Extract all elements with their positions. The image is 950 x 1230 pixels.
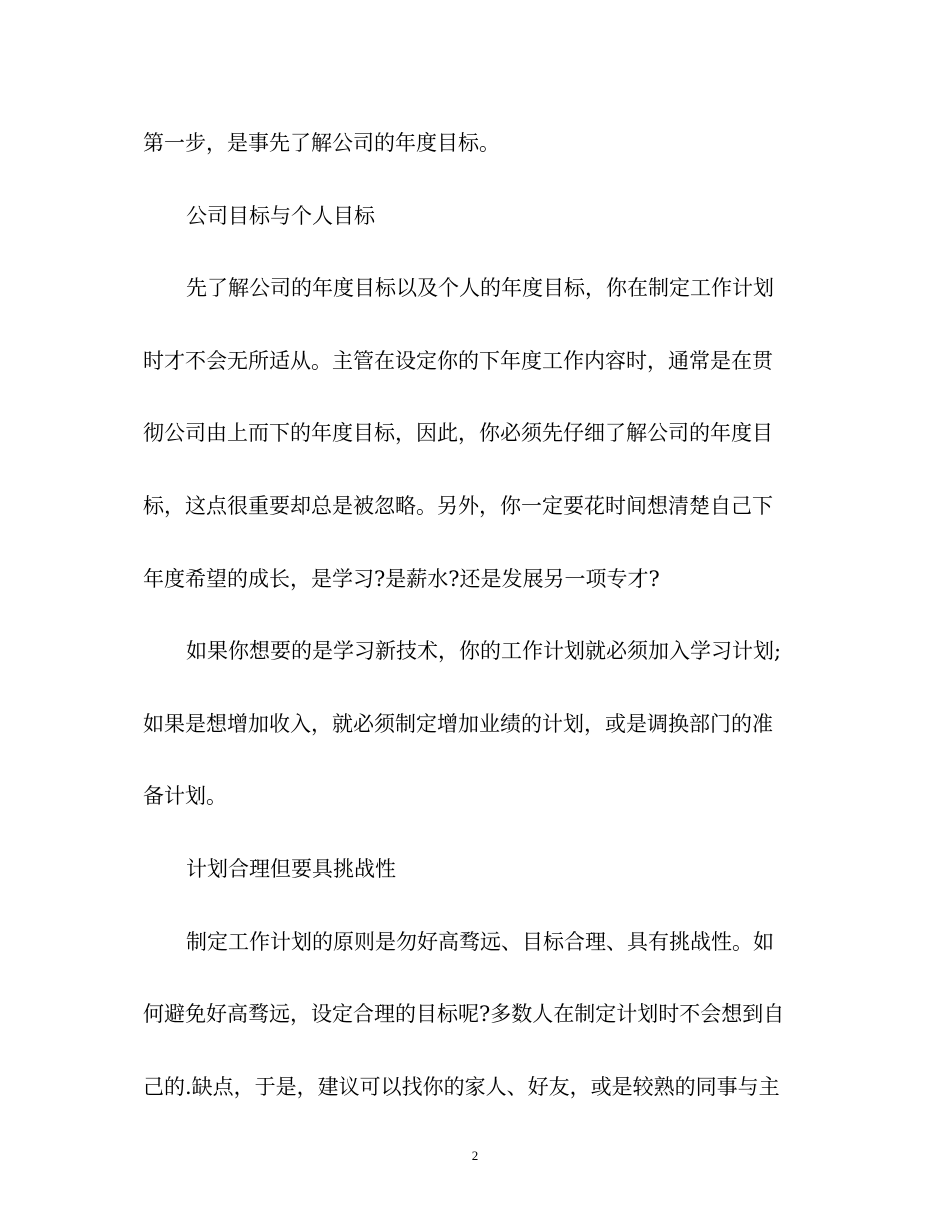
text-line: 标，这点很重要却总是被忽略。另外，你一定要花时间想清楚自己下 (143, 493, 773, 518)
text-line: 第一步，是事先了解公司的年度目标。 (143, 131, 500, 155)
text-line: 如果是想增加收入，就必须制定增加业绩的计划，或是调换部门的准 (143, 711, 773, 736)
text-line: 彻公司由上而下的年度目标，因此，你必须先仔细了解公司的年度目 (143, 421, 773, 446)
paragraph-first-line: 如果你想要的是学习新技术，你的工作计划就必须加入学习计划; (186, 639, 782, 664)
paragraph-first-line: 制定工作计划的原则是勿好高骛远、目标合理、具有挑战性。如 (186, 929, 774, 954)
text-line: 时才不会无所适从。主管在设定你的下年度工作内容时，通常是在贯 (143, 348, 773, 373)
document-body (143, 121, 811, 1137)
paragraph-first-line: 先了解公司的年度目标以及个人的年度目标，你在制定工作计划 (186, 276, 774, 301)
section-heading: 计划合理但要具挑战性 (186, 856, 396, 881)
text-line: 己的.缺点，于是，建议可以找你的家人、好友，或是较熟的同事与主 (143, 1074, 780, 1099)
section-heading: 公司目标与个人目标 (186, 203, 375, 228)
page-number: 2 (471, 1148, 479, 1163)
text-line: 何避免好高骛远，设定合理的目标呢?多数人在制定计划时不会想到自 (143, 1002, 785, 1027)
text-line: 备计划。 (143, 784, 227, 809)
text-line: 年度希望的成长，是学习?是薪水?还是发展另一项专才? (143, 566, 660, 591)
